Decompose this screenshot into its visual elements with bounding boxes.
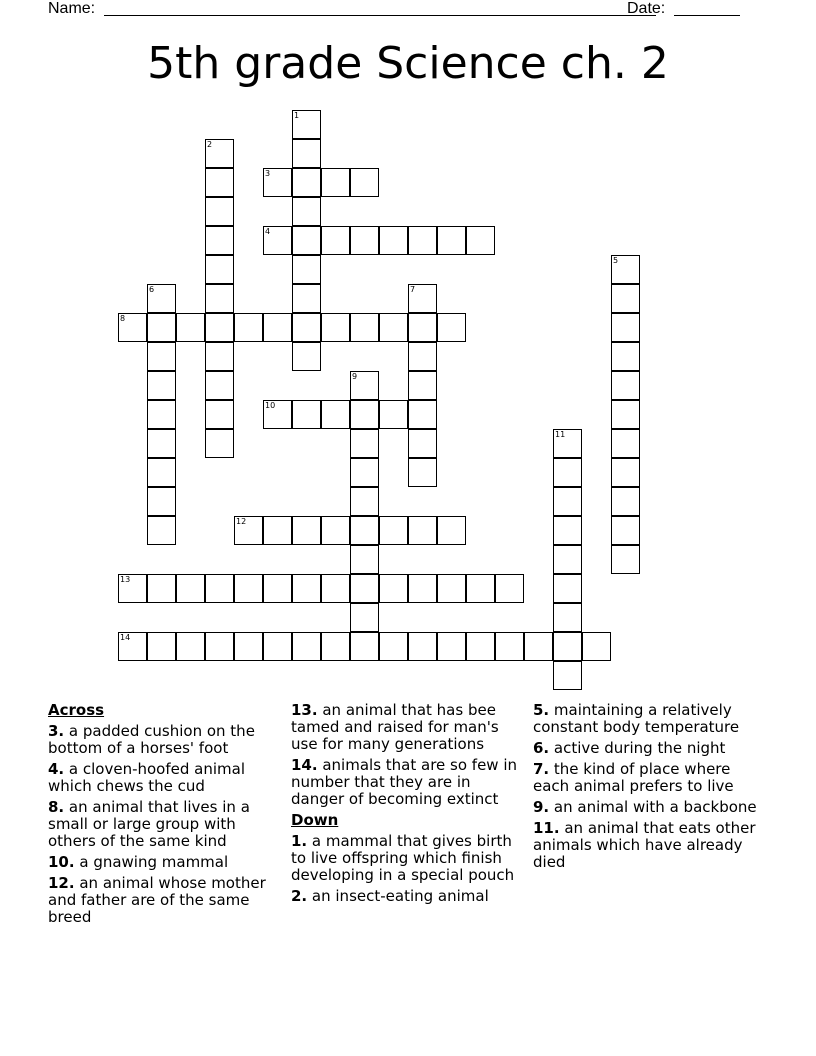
- grid-cell[interactable]: [263, 516, 292, 545]
- grid-cell[interactable]: [292, 168, 321, 197]
- clue-text: an insect-eating animal: [311, 887, 489, 905]
- grid-cell[interactable]: [205, 371, 234, 400]
- clue-number: 5.: [533, 701, 550, 719]
- grid-cell[interactable]: [292, 226, 321, 255]
- grid-cell[interactable]: [611, 458, 640, 487]
- grid-cell[interactable]: [321, 226, 350, 255]
- cell-number: 11: [555, 430, 566, 439]
- grid-cell[interactable]: [205, 168, 234, 197]
- cell-number: 1: [294, 111, 300, 120]
- grid-cell[interactable]: [350, 168, 379, 197]
- grid-cell[interactable]: [553, 632, 582, 661]
- clue-down-6: [533, 740, 763, 757]
- grid-cell[interactable]: [466, 574, 495, 603]
- grid-cell[interactable]: [437, 574, 466, 603]
- grid-cell[interactable]: [321, 313, 350, 342]
- grid-cell[interactable]: [176, 574, 205, 603]
- clue-text: a mammal that gives birth to live offspring which finish developing in a special pouch: [291, 832, 515, 884]
- grid-cell[interactable]: [437, 516, 466, 545]
- cell-number: 7: [410, 285, 416, 294]
- grid-cell[interactable]: [553, 516, 582, 545]
- grid-cell[interactable]: [147, 458, 176, 487]
- grid-cell[interactable]: [379, 313, 408, 342]
- cell-number: 14: [120, 633, 131, 642]
- grid-cell[interactable]: [147, 429, 176, 458]
- grid-cell[interactable]: [292, 313, 321, 342]
- clue-text: an animal that lives in a small or large group with others of the same kind: [48, 798, 250, 850]
- cell-number: 8: [120, 314, 126, 323]
- cell-number: 10: [265, 401, 276, 410]
- clue-number: 10.: [48, 853, 75, 871]
- grid-cell[interactable]: [611, 429, 640, 458]
- grid-cell[interactable]: [321, 632, 350, 661]
- grid-cell[interactable]: [611, 516, 640, 545]
- grid-cell[interactable]: [379, 574, 408, 603]
- grid-cell[interactable]: [379, 226, 408, 255]
- grid-cell[interactable]: [611, 400, 640, 429]
- cell-number: 13: [120, 575, 131, 584]
- grid-cell[interactable]: [379, 632, 408, 661]
- grid-cell[interactable]: [495, 632, 524, 661]
- grid-cell[interactable]: [408, 429, 437, 458]
- grid-cell[interactable]: [205, 313, 234, 342]
- grid-cell[interactable]: [524, 632, 553, 661]
- grid-cell[interactable]: [263, 632, 292, 661]
- grid-cell[interactable]: [553, 545, 582, 574]
- clue-text: a cloven-hoofed animal which chews the cud: [48, 760, 245, 795]
- grid-cell[interactable]: [292, 516, 321, 545]
- grid-cell[interactable]: [205, 574, 234, 603]
- clue-text: the kind of place where each animal prefers to live: [533, 760, 734, 795]
- clue-number: 13.: [291, 701, 318, 719]
- grid-cell[interactable]: [553, 574, 582, 603]
- grid-cell[interactable]: [205, 197, 234, 226]
- grid-cell[interactable]: [408, 400, 437, 429]
- grid-cell[interactable]: [350, 516, 379, 545]
- grid-cell[interactable]: [176, 313, 205, 342]
- clue-across-4: [48, 761, 284, 795]
- grid-cell[interactable]: [408, 342, 437, 371]
- grid-cell[interactable]: [495, 574, 524, 603]
- grid-cell[interactable]: [321, 168, 350, 197]
- grid-cell[interactable]: [147, 400, 176, 429]
- clue-number: 14.: [291, 756, 318, 774]
- grid-cell[interactable]: [147, 516, 176, 545]
- grid-cell[interactable]: [205, 429, 234, 458]
- grid-cell[interactable]: [234, 313, 263, 342]
- cell-number: 5: [613, 256, 619, 265]
- grid-cell[interactable]: [147, 371, 176, 400]
- grid-cell[interactable]: [611, 487, 640, 516]
- grid-cell[interactable]: [292, 342, 321, 371]
- grid-cell[interactable]: [205, 342, 234, 371]
- grid-cell[interactable]: [263, 574, 292, 603]
- grid-cell[interactable]: [553, 487, 582, 516]
- page-title: 5th grade Science ch. 2: [147, 38, 669, 89]
- grid-cell[interactable]: [205, 632, 234, 661]
- clue-number: 8.: [48, 798, 65, 816]
- date-label: Date:: [627, 0, 666, 17]
- grid-cell[interactable]: [350, 574, 379, 603]
- grid-cell[interactable]: [350, 632, 379, 661]
- grid-cell[interactable]: [292, 284, 321, 313]
- clues-column-1: [48, 702, 284, 930]
- clue-down-9: [533, 799, 763, 816]
- grid-cell[interactable]: [582, 632, 611, 661]
- clues-column-3: [533, 702, 763, 875]
- clue-number: 6.: [533, 739, 550, 757]
- grid-cell[interactable]: [553, 603, 582, 632]
- clue-text: an animal whose mother and father are of the same breed: [48, 874, 266, 926]
- name-label: Name:: [48, 0, 96, 17]
- grid-cell[interactable]: [292, 255, 321, 284]
- grid-cell[interactable]: [292, 197, 321, 226]
- grid-cell[interactable]: [553, 458, 582, 487]
- down-heading: Down: [291, 811, 339, 829]
- grid-cell[interactable]: [205, 400, 234, 429]
- grid-cell[interactable]: [234, 574, 263, 603]
- grid-cell[interactable]: [321, 400, 350, 429]
- clue-text: animals that are so few in number that they are in danger of becoming extinct: [291, 756, 518, 808]
- clue-across-13: [291, 702, 525, 753]
- grid-cell[interactable]: [408, 632, 437, 661]
- clue-text: an animal with a backbone: [553, 798, 757, 816]
- across-heading: Across: [48, 701, 105, 719]
- clue-number: 7.: [533, 760, 550, 778]
- clue-number: 1.: [291, 832, 308, 850]
- grid-cell[interactable]: [147, 342, 176, 371]
- grid-cell[interactable]: [350, 400, 379, 429]
- clue-text: an animal that eats other animals which have already died: [533, 819, 756, 871]
- clue-number: 3.: [48, 722, 65, 740]
- grid-cell[interactable]: [466, 632, 495, 661]
- grid-cell[interactable]: [234, 632, 263, 661]
- clues-column-2: [291, 702, 525, 909]
- clue-down-1: [291, 833, 525, 884]
- grid-cell[interactable]: [350, 458, 379, 487]
- grid-cell[interactable]: [553, 661, 582, 690]
- grid-cell[interactable]: [437, 226, 466, 255]
- clue-text: an animal that has bee tamed and raised for man's use for many generations: [291, 701, 499, 753]
- clue-number: 2.: [291, 887, 308, 905]
- clue-across-10: [48, 854, 284, 871]
- grid-cell[interactable]: [147, 487, 176, 516]
- grid-cell[interactable]: [292, 139, 321, 168]
- grid-cell[interactable]: [205, 284, 234, 313]
- clue-down-5: [533, 702, 763, 736]
- grid-cell[interactable]: [611, 371, 640, 400]
- grid-cell[interactable]: [147, 632, 176, 661]
- cell-number: 3: [265, 169, 271, 178]
- grid-cell[interactable]: [350, 487, 379, 516]
- grid-cell[interactable]: [147, 313, 176, 342]
- clue-number: 12.: [48, 874, 75, 892]
- grid-cell[interactable]: [408, 458, 437, 487]
- clue-number: 11.: [533, 819, 560, 837]
- clue-across-14: [291, 757, 525, 808]
- cell-number: 9: [352, 372, 358, 381]
- grid-cell[interactable]: [350, 313, 379, 342]
- clue-text: a gnawing mammal: [79, 853, 229, 871]
- grid-cell[interactable]: [292, 574, 321, 603]
- grid-cell[interactable]: [147, 574, 176, 603]
- clue-down-7: [533, 761, 763, 795]
- grid-cell[interactable]: [205, 255, 234, 284]
- grid-cell[interactable]: [321, 516, 350, 545]
- clue-number: 9.: [533, 798, 550, 816]
- grid-cell[interactable]: [408, 516, 437, 545]
- grid-cell[interactable]: [437, 313, 466, 342]
- grid-cell[interactable]: [408, 313, 437, 342]
- cell-number: 2: [207, 140, 213, 149]
- grid-cell[interactable]: [350, 429, 379, 458]
- grid-cell[interactable]: [292, 632, 321, 661]
- clue-text: a padded cushion on the bottom of a horses' foot: [48, 722, 255, 757]
- cell-number: 4: [265, 227, 271, 236]
- grid-cell[interactable]: [263, 313, 292, 342]
- grid-cell[interactable]: [408, 574, 437, 603]
- cell-number: 6: [149, 285, 155, 294]
- grid-cell[interactable]: [350, 545, 379, 574]
- grid-cell[interactable]: [292, 400, 321, 429]
- grid-cell[interactable]: [379, 516, 408, 545]
- grid-cell[interactable]: [350, 603, 379, 632]
- clue-number: 4.: [48, 760, 65, 778]
- clue-down-2: [291, 888, 525, 905]
- grid-cell[interactable]: [379, 400, 408, 429]
- grid-cell[interactable]: [611, 313, 640, 342]
- grid-cell[interactable]: [176, 632, 205, 661]
- grid-cell[interactable]: [437, 632, 466, 661]
- grid-cell[interactable]: [466, 226, 495, 255]
- grid-cell[interactable]: [408, 371, 437, 400]
- grid-cell[interactable]: [321, 574, 350, 603]
- cell-number: 12: [236, 517, 247, 526]
- clue-across-8: [48, 799, 284, 850]
- grid-cell[interactable]: [350, 226, 379, 255]
- grid-cell[interactable]: [611, 342, 640, 371]
- grid-cell[interactable]: [611, 284, 640, 313]
- grid-cell[interactable]: [205, 226, 234, 255]
- grid-cell[interactable]: [611, 545, 640, 574]
- clue-down-11: [533, 820, 763, 871]
- clue-text: maintaining a relatively constant body temperature: [533, 701, 740, 736]
- clue-across-3: [48, 723, 284, 757]
- clue-across-12: [48, 875, 284, 926]
- clue-text: active during the night: [553, 739, 726, 757]
- grid-cell[interactable]: [408, 226, 437, 255]
